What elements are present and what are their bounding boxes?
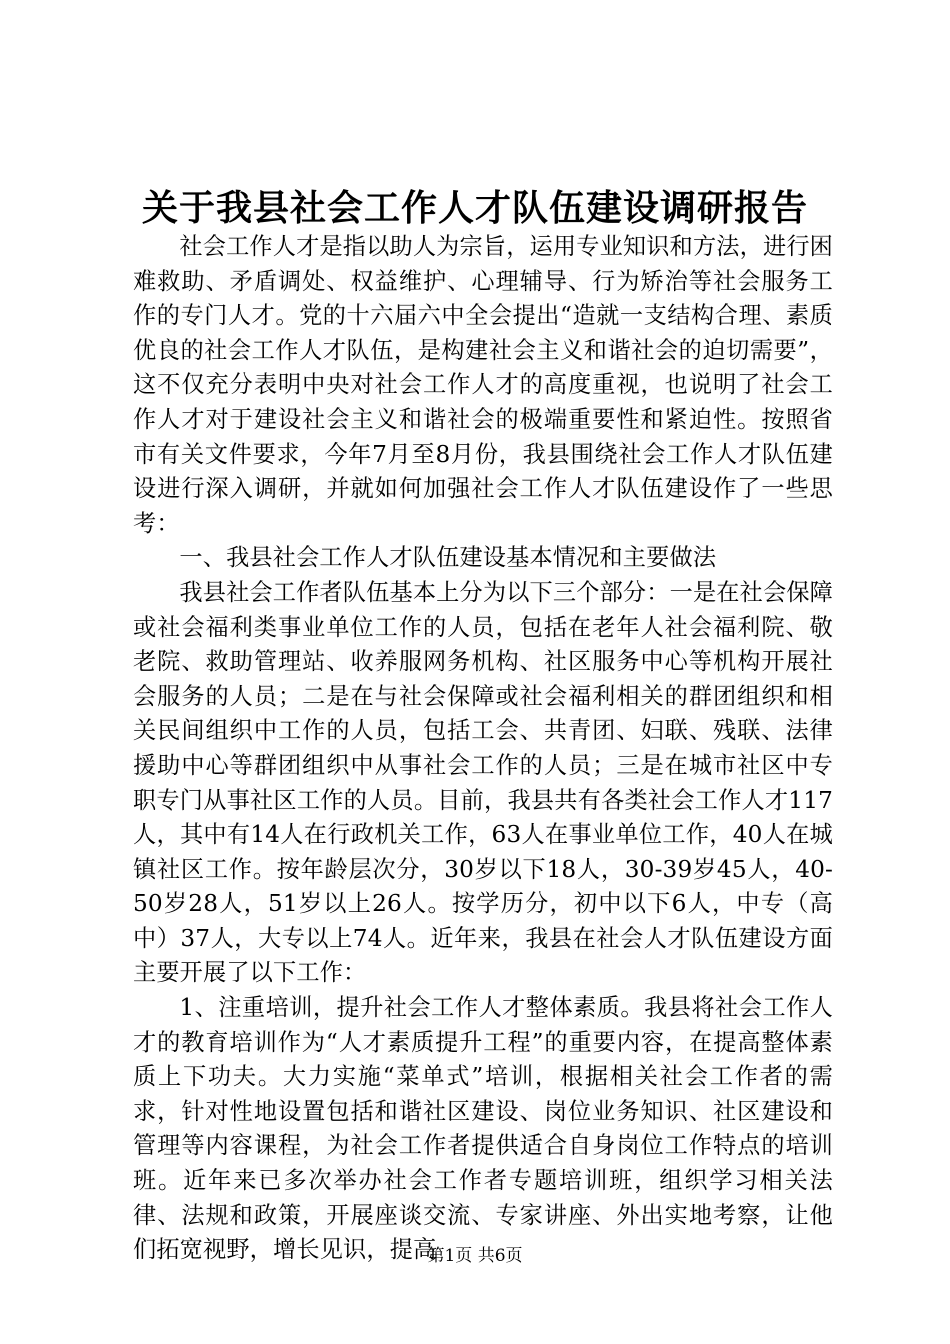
- paragraph-intro: 社会工作人才是指以助人为宗旨，运用专业知识和方法，进行困难救助、矛盾调处、权益维护、心理辅导、行为矫治等社会服务工作的专门人才。党的十六届六中全会提出“造就一支结构合理、素质优良的社会工作人才队伍，是构建社会主义和谐社会的迫切需要”，这不仅充分表明中央对社会工作人才的高度重视，也说明了社会工作人才对于建设社会主义和谐社会的极端重要性和紧迫性。按照省市有关文件要求，今年7月至8月份，我县围绕社会工作人才队伍建设进行深入调研，并就如何加强社会工作人才队伍建设作了一些思考：: [133, 233, 833, 537]
- section-heading-1: 一、我县社会工作人才队伍建设基本情况和主要做法: [179, 544, 717, 572]
- paragraph-basic-situation: 我县社会工作者队伍基本上分为以下三个部分：一是在社会保障或社会福利类事业单位工作的人员，包括在老年人社会福利院、敬老院、救助管理站、收养服网务机构、社区服务中心等机构开展社会服务的人员；二是在与社会保障或社会福利相关的群团组织和相关民间组织中工作的人员，包括工会、共青团、妇联、残联、法律援助中心等群团组织中从事社会工作的人员；三是在城市社区中专职专门从事社区工作的人员。目前，我县共有各类社会工作人才117人，其中有14人在行政机关工作，63人在事业单位工作，40人在城镇社区工作。按年龄层次分，30岁以下18人，30-39岁45人，40-50岁28人，51岁以上26人。按学历分，初中以下6人，中专（高中）37人，大专以上74人。近年来，我县在社会人才队伍建设方面主要开展了以下工作：: [133, 578, 833, 987]
- document-body: [133, 230, 833, 1268]
- page-number-footer: 第1页 共6页: [427, 1246, 523, 1266]
- paragraph-training: 1、注重培训，提升社会工作人才整体素质。我县将社会工作人才的教育培训作为“人才素质提升工程”的重要内容，在提高整体素质上下功夫。大力实施“菜单式”培训，根据相关社会工作者的需求，针对性地设置包括和谐社区建设、岗位业务知识、社区建设和管理等内容课程，为社会工作者提供适合自身岗位工作特点的培训班。近年来已多次举办社会工作者专题培训班，组织学习相关法律、法规和政策，开展座谈交流、专家讲座、外出实地考察，让他们拓宽视野，增长见识，提高: [133, 994, 833, 1264]
- document-title: 关于我县社会工作人才队伍建设调研报告: [141, 187, 808, 229]
